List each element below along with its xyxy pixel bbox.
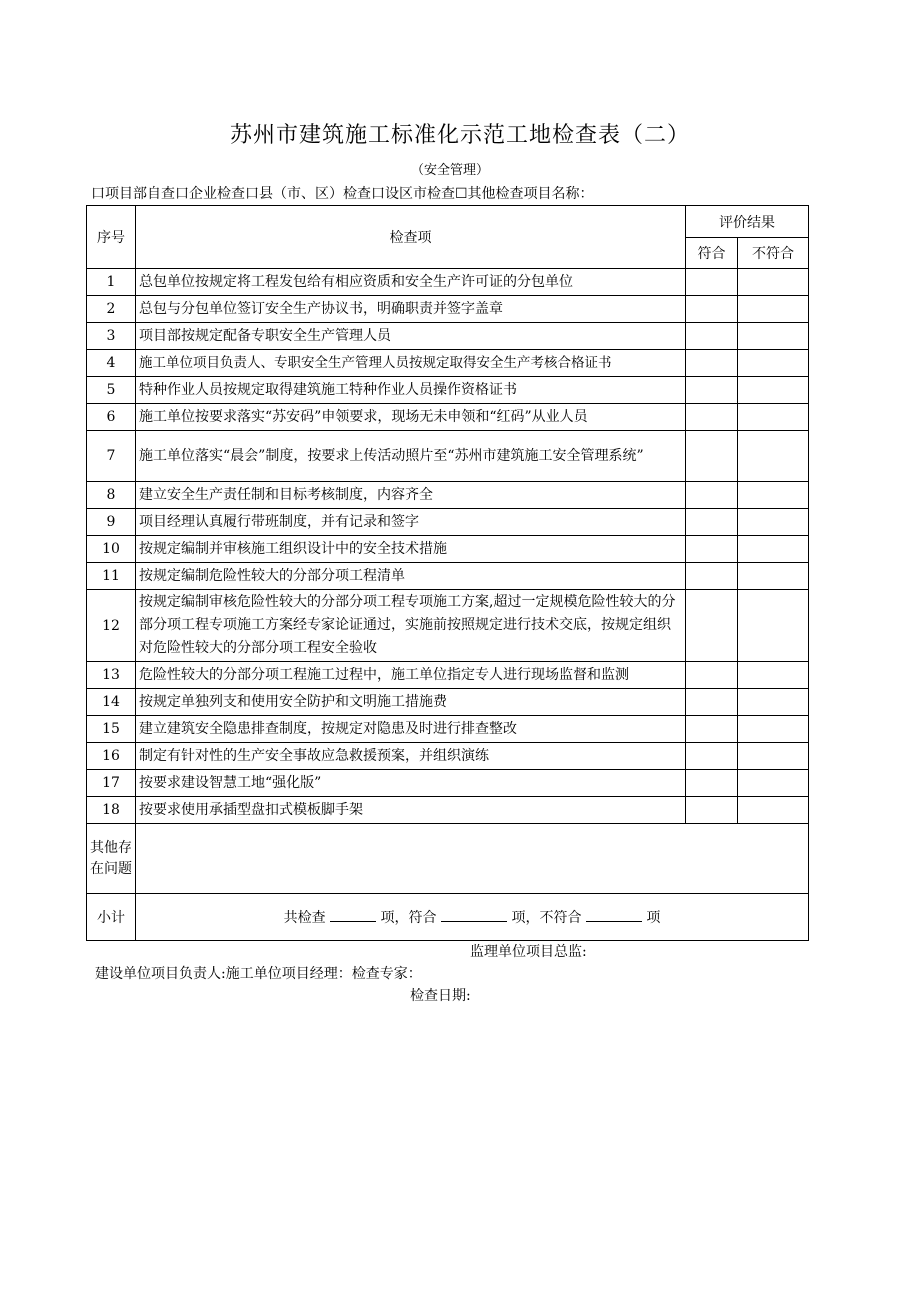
row-item: 建立安全生产责任制和目标考核制度，内容齐全: [136, 482, 686, 509]
row-number: 2: [87, 296, 136, 323]
table-row: [87, 797, 809, 824]
fail-cell[interactable]: [738, 509, 809, 536]
row-number: 8: [87, 482, 136, 509]
row-number: 5: [87, 377, 136, 404]
row-number: 18: [87, 797, 136, 824]
row-item: 项目经理认真履行带班制度，并有记录和签字: [136, 509, 686, 536]
other-issues-label: 其他存在问题: [87, 824, 136, 894]
row-number: 10: [87, 536, 136, 563]
subtotal-row: [87, 894, 809, 941]
inspection-table: [86, 205, 809, 941]
check-type-line: [91, 183, 594, 203]
pass-cell[interactable]: [686, 797, 738, 824]
header-eval: 评价结果: [686, 206, 809, 238]
pass-cell[interactable]: [686, 404, 738, 431]
row-item: 按规定编制危险性较大的分部分项工程清单: [136, 563, 686, 590]
other-issues-row: [87, 824, 809, 894]
pass-cell[interactable]: [686, 350, 738, 377]
page-title: 苏州市建筑施工标准化示范工地检查表（二）: [229, 123, 690, 148]
inspection-date: 检查日期:: [410, 988, 471, 1004]
row-number: 9: [87, 509, 136, 536]
total-count-blank[interactable]: [330, 921, 376, 922]
table-row: [87, 296, 809, 323]
subtotal-mid1: 项，符合: [380, 910, 437, 926]
row-number: 7: [87, 431, 136, 482]
signature-line: 建设单位项目负责人:施工单位项目经理：检查专家：: [95, 966, 422, 982]
table-row: [87, 563, 809, 590]
row-item: 按规定单独列支和使用安全防护和文明施工措施费: [136, 689, 686, 716]
subtotal-prefix: 共检查: [283, 910, 326, 926]
table-row: [87, 590, 809, 662]
subtotal-line: [136, 894, 809, 941]
fail-cell[interactable]: [738, 269, 809, 296]
table-row: [87, 770, 809, 797]
fail-cell[interactable]: [738, 323, 809, 350]
table-row: [87, 716, 809, 743]
row-number: 17: [87, 770, 136, 797]
pass-cell[interactable]: [686, 662, 738, 689]
pass-cell[interactable]: [686, 323, 738, 350]
table-row: [87, 404, 809, 431]
row-number: 13: [87, 662, 136, 689]
row-item: 总包单位按规定将工程发包给有相应资质和安全生产许可证的分包单位: [136, 269, 686, 296]
row-item: 建立建筑安全隐患排查制度，按规定对隐患及时进行排查整改: [136, 716, 686, 743]
header-item: 检查项: [136, 206, 686, 269]
pass-cell[interactable]: [686, 689, 738, 716]
fail-cell[interactable]: [738, 536, 809, 563]
pass-cell[interactable]: [686, 563, 738, 590]
row-number: 12: [87, 590, 136, 662]
pass-cell[interactable]: [686, 431, 738, 482]
fail-cell[interactable]: [738, 797, 809, 824]
row-number: 16: [87, 743, 136, 770]
fail-cell[interactable]: [738, 431, 809, 482]
table-row: [87, 482, 809, 509]
row-item: 施工单位项目负责人、专职安全生产管理人员按规定取得安全生产考核合格证书: [136, 350, 686, 377]
row-item: 按要求使用承插型盘扣式模板脚手架: [136, 797, 686, 824]
row-item: 施工单位落实“晨会”制度，按要求上传活动照片至“苏州市建筑施工安全管理系统”: [136, 431, 686, 482]
row-number: 4: [87, 350, 136, 377]
row-number: 11: [87, 563, 136, 590]
fail-cell[interactable]: [738, 662, 809, 689]
pass-cell[interactable]: [686, 716, 738, 743]
pass-cell[interactable]: [686, 482, 738, 509]
table-row: [87, 743, 809, 770]
row-item: 总包与分包单位签订安全生产协议书，明确职责并签字盖章: [136, 296, 686, 323]
pass-count-blank[interactable]: [441, 921, 507, 922]
row-number: 14: [87, 689, 136, 716]
project-name-label: 项目名称：: [523, 186, 594, 202]
row-item: 按要求建设智慧工地“强化版”: [136, 770, 686, 797]
page-subtitle: （安全管理）: [410, 163, 489, 178]
table-row: [87, 662, 809, 689]
row-number: 15: [87, 716, 136, 743]
row-item: 危险性较大的分部分项工程施工过程中，施工单位指定专人进行现场监督和监测: [136, 662, 686, 689]
fail-cell[interactable]: [738, 296, 809, 323]
supervisor-signature: 监理单位项目总监:: [470, 944, 587, 960]
table-row: [87, 536, 809, 563]
pass-cell[interactable]: [686, 377, 738, 404]
table-row: [87, 350, 809, 377]
row-number: 6: [87, 404, 136, 431]
subtotal-mid2: 项，不符合: [511, 910, 582, 926]
table-row: [87, 377, 809, 404]
pass-cell[interactable]: [686, 296, 738, 323]
fail-cell[interactable]: [738, 404, 809, 431]
row-item: 特种作业人员按规定取得建筑施工特种作业人员操作资格证书: [136, 377, 686, 404]
pass-cell[interactable]: [686, 269, 738, 296]
table-row: [87, 509, 809, 536]
pass-cell[interactable]: [686, 770, 738, 797]
fail-cell[interactable]: [738, 743, 809, 770]
table-row: [87, 323, 809, 350]
row-item: 施工单位按要求落实“苏安码”申领要求，现场无未申领和“红码”从业人员: [136, 404, 686, 431]
row-item: 项目部按规定配备专职安全生产管理人员: [136, 323, 686, 350]
pass-cell[interactable]: [686, 590, 738, 662]
row-number: 3: [87, 323, 136, 350]
fail-cell[interactable]: [738, 350, 809, 377]
fail-cell[interactable]: [738, 689, 809, 716]
other-issues-field[interactable]: [136, 824, 809, 894]
header-seq: 序号: [87, 206, 136, 269]
header-pass: 符合: [686, 238, 738, 269]
table-row: [87, 689, 809, 716]
pass-cell[interactable]: [686, 536, 738, 563]
fail-cell[interactable]: [738, 482, 809, 509]
row-number: 1: [87, 269, 136, 296]
fail-cell[interactable]: [738, 770, 809, 797]
row-item: 制定有针对性的生产安全事故应急救援预案，并组织演练: [136, 743, 686, 770]
pass-cell[interactable]: [686, 743, 738, 770]
fail-cell[interactable]: [738, 716, 809, 743]
fail-cell[interactable]: [738, 563, 809, 590]
row-item: 按规定编制并审核施工组织设计中的安全技术措施: [136, 536, 686, 563]
subtotal-label: 小计: [87, 894, 136, 941]
check-type-options: 口项目部自查口企业检查口县（市、区）检查口设区市检查☐其他检查: [91, 186, 524, 202]
row-item: 按规定编制审核危险性较大的分部分项工程专项施工方案,超过一定规模危险性较大的分部分项工程专项施工方案经专家论证通过，实施前按照规定进行技术交底，按规定组织对危险性较大的分部分项工程安全验收: [136, 590, 686, 662]
header-fail: 不符合: [738, 238, 809, 269]
fail-cell[interactable]: [738, 590, 809, 662]
table-row: [87, 269, 809, 296]
subtotal-suffix: 项: [646, 910, 661, 926]
fail-count-blank[interactable]: [586, 921, 642, 922]
pass-cell[interactable]: [686, 509, 738, 536]
table-row: [87, 431, 809, 482]
fail-cell[interactable]: [738, 377, 809, 404]
